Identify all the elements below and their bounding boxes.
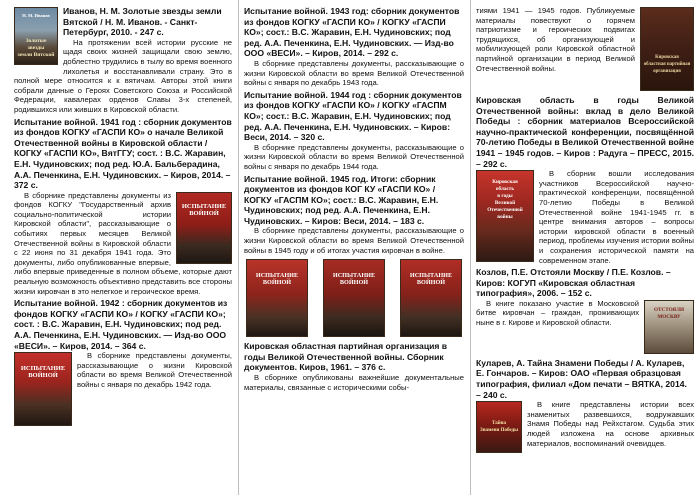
book-entry	[476, 6, 694, 93]
cover-title: ИСПЫТАНИЕ ВОЙНОЙ	[255, 272, 299, 287]
book-cover	[323, 259, 385, 337]
book-heading: Испытание войной. 1944 год : сборник документов из фондов КОГКУ «ГАСПИ КО» / КОГКУ «ГАСПМ КО»; сост.: В.С. Жаравин, Е.Н. Чудиновских; под ред. А.А. Печенкина, Е.Н. Чудиновских. – Киров: Веси, 2014. – 320 с.	[244, 89, 462, 143]
book-cover	[176, 192, 232, 264]
book-entry	[244, 90, 464, 172]
book-description: В сборнике представлены документы, рассказывающие о жизни Кировской области во время Великой Отечественной войны с января по декабрь 1943 года.	[244, 58, 464, 88]
column-2	[244, 6, 464, 491]
book-cover	[640, 7, 694, 91]
book-description: В сборник вошли исследования участников Всероссийской научно-практической конференции, посвящённой 70-летию Победы в Великой Отечественной войне 1941-1945 гг. в центре внимания авторов – вопросы истории кировской области в военный период, проблемы изучения истории войны и сохранения исторической памяти на современном этапе.	[539, 169, 694, 265]
book-cover	[14, 352, 72, 426]
book-description: В книге представлены истории всех знаменитых развевшихся, водружавших Знамя Победы над Рейхстагом. Судьба этих людей изложена на основе архивных материалов, воспоминаний очевидцев.	[527, 400, 694, 448]
book-cover	[644, 300, 694, 354]
book-heading: Иванов, Н. М. Золотые звезды земли Вятской / Н. М. Иванов. - Санкт-Петербург, 2010. - 247 с.	[63, 6, 222, 38]
book-heading: Куларев, А. Тайна Знамени Победы / А. Куларев, Е. Гончаров. – Киров: ОАО «Первая образцовая типография, филиал «Дом печати – ВЯТКА, 2014. – 240 с.	[476, 357, 687, 400]
book-cover	[14, 7, 58, 65]
book-entry	[14, 298, 232, 428]
book-entry	[244, 6, 464, 88]
book-heading: Испытание войной. 1942 : сборник документов из фондов КОГКУ «ГАСПИ КО» / КОГКУ «ГАСПИ КО»; сост. : В.С. Жаравин, Е.Н. Чудиновских; под ред. А.А. Печенкина, Е.Н. Чудиновских. — Изд-во ООО «ВЕСИ». – Киров, 2014. – 364 с.	[14, 298, 228, 351]
cover-title: Тайна Знамени Победы	[479, 421, 519, 434]
book-heading: Испытание войной. 1945 год. Итоги: сборник документов из фондов КОГ КУ «ГАСПИ КО» / КОГКУ «ГАСПМ КО»; сост.: В.С. Жаравин, Е.Н. Чудиновских; под ред. А.А. Печенкина, Е.Н. Чудиновских. – Киров: Веси, 2014. – 183 с.	[244, 173, 439, 226]
cover-author: Н. М. Иванов	[22, 13, 50, 18]
cover-title: ИСПЫТАНИЕ ВОЙНОЙ	[409, 272, 453, 287]
book-cover	[400, 259, 462, 337]
book-description: В сборнике представлены документы, рассказывающие о жизни Кировской области во время Великой Отечественной войны в 1945 году и об итогах участия кировчан в войне.	[244, 226, 464, 255]
cover-title: ИСПЫТАНИЕ ВОЙНОЙ	[20, 365, 66, 380]
book-entry	[476, 95, 694, 265]
column-3	[476, 6, 694, 491]
book-cover	[476, 401, 522, 453]
book-entry	[476, 358, 694, 455]
book-description: На протяжении всей истории русские не щадя своих жизней защищали свою землю, доблестно трудились в тылу во время военного лихолетья и восстанавливали страну. Это в полной мере относится к к вятичам. Авторы этой книги собрали данные о Героях Советского Союза и Российской Федерации, кавалерах орденов Славы 3-х степеней, родившихся или живших в Кировской области.	[14, 37, 232, 114]
book-cover	[246, 259, 308, 337]
column-divider	[238, 0, 239, 495]
covers-row	[246, 259, 462, 337]
book-description: В сборнике представлены документы, рассказывающие о жизни Кировской области во время Великой Отечественной войны с января по декабрь 1944 года.	[244, 142, 464, 171]
book-entry	[244, 174, 464, 256]
book-cover	[476, 170, 534, 262]
cover-title: Кировская область в годы Великой Отечественной войны	[487, 179, 523, 221]
book-description: В сборнике представлены документы, рассказывающие о жизни Кировской области во время Великой Отечественной войны с января по декабрь 1942 года.	[77, 351, 232, 389]
column-divider	[470, 0, 471, 495]
column-1	[14, 6, 232, 491]
cover-title: ИСПЫТАНИЕ ВОЙНОЙ	[332, 272, 376, 287]
book-entry	[244, 341, 464, 392]
book-heading: Кировская область в годы Великой Отечественной войны: вклад в дело Великой Победы : сборник материалов Всероссийской научно-практической конференции, посвящённой 70-летию Победы в Великой Отечественной войне 1941 – 1945 годов. – Киров : Радуга – ПРЕСС, 2015. – 292 с.	[476, 95, 694, 169]
book-description: В сборнике представлены документы из фондов КОГКУ "Государственный архив социально-политической истории Кировской области", рассказывающие о событиях первых месяцев Великой Отечественной войны в Кировской области с 22 июня по 31 декабря 1941 года. Это документы, либо опубликованные впервые, либо впервые приведенные в полном объеме, которые дают реальную возможность объективно представить все стороны жизни кировчан в это нелегкое и героическое время.	[14, 190, 232, 296]
cover-title: ОТСТОЯЛИ МОСКВУ	[653, 306, 685, 320]
book-entry	[476, 267, 694, 356]
book-entry	[14, 6, 232, 115]
book-description: В книге показано участие в Московской битве кировчан – граждан, проживающих ныне в г. Кирове и Кировской области.	[476, 298, 639, 328]
book-heading: Кировская областная партийная организация в годы Великой Отечественной войны. Сборник документов. Киров, 1961. – 376 с.	[244, 341, 448, 373]
book-heading: Козлов, П.Е. Отстояли Москву / П.Е. Козлов. – Киров: КОГУП «Кировская областная типография», 2006. – 152 с.	[476, 267, 671, 299]
cover-title: Кировская областная партийная организация	[643, 55, 691, 74]
book-description: тиями 1941 — 1945 годов. Публикуемые материалы повествуют о горячем патриотизме и героических подвигах трудящихся, об организующей и мобилизующей роли Кировской областной партийной организации в период Великой Отечественной войны.	[476, 6, 635, 73]
book-heading: Испытание войной. 1941 год : сборник документов из фондов КОГКУ «ГАСПИ КО» о начале Великой Отечественной войны в Кировской области / КОГКУ «ГАСПИ КО», ВятГГУ; сост. : В.С. Жаравин, Е.Н. Чудиновских; под ред. Ю.А. Бальберадина, А.А. Печенкина, Е.Н. Чудиновских. – Киров, 2014. – 372 с.	[14, 116, 232, 191]
cover-title: Золотые звезды земли Вятской	[17, 38, 55, 58]
book-heading: Испытание войной. 1943 год: сборник документов из фондов КОГКУ «ГАСПИ КО» / КОГКУ «ГАСПИ КО»; сост.: В.С. Жаравин, Е.Н. Чудиновских; под ред. А.А. Печенкина, Е.Н. Чудиновских. — Изд-во ООО «ВЕСИ». – Киров, 2014. – 292 с.	[244, 6, 460, 59]
cover-title: ИСПЫТАНИЕ ВОЙНОЙ	[181, 202, 227, 217]
book-entry	[14, 117, 232, 297]
book-description: В сборнике опубликованы важнейшие документальные материалы, связанные с историческими собы-	[244, 373, 464, 392]
